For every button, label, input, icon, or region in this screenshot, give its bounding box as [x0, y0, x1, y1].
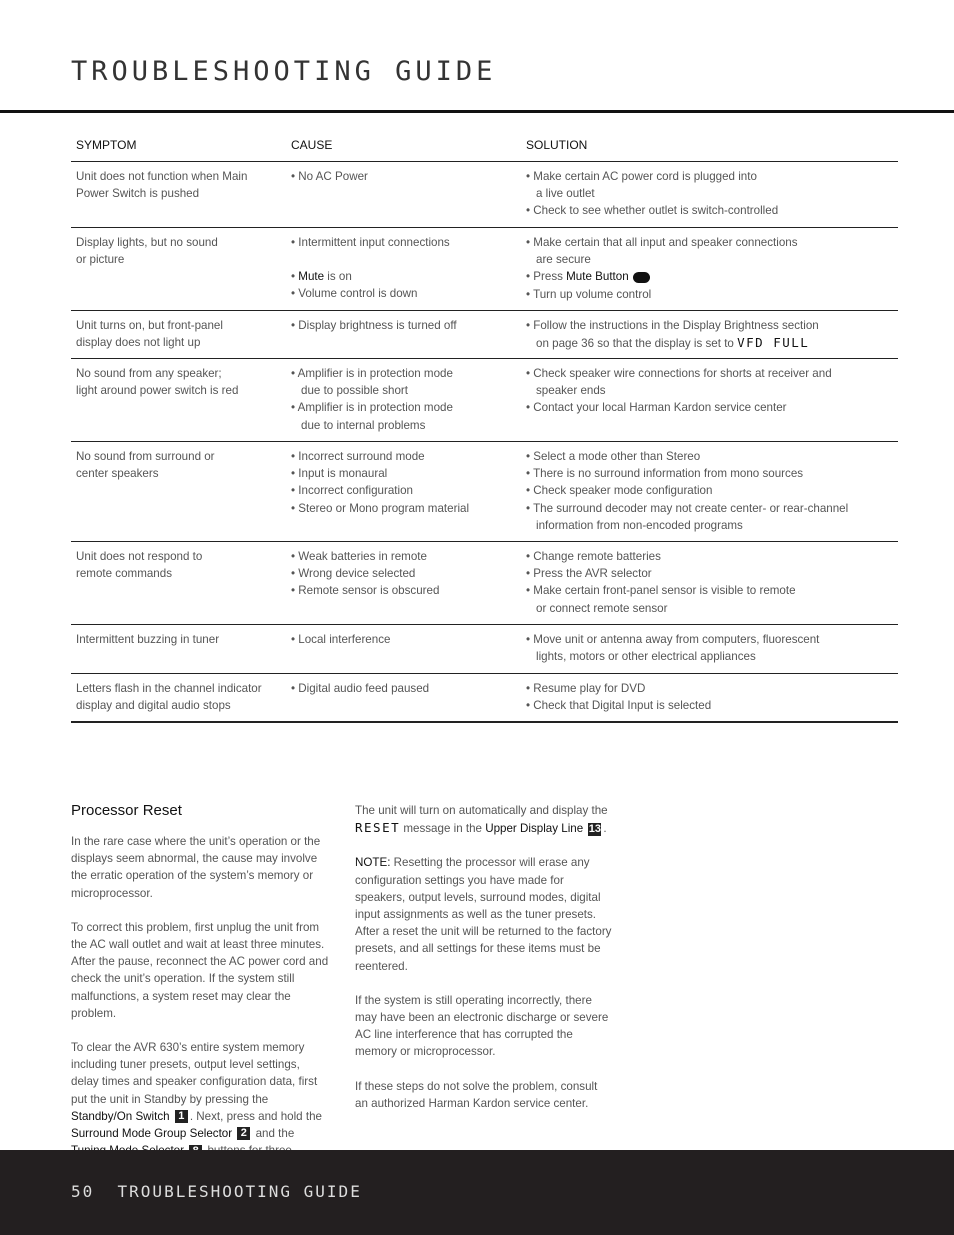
mute-label: Mute	[298, 270, 325, 284]
table-row	[71, 625, 898, 674]
symptom-cell: Unit does not respond to remote commands	[76, 550, 203, 581]
solution-cell: • Make certain AC power cord is plugged into a live outlet • Check to see whether outlet is switch-controlled	[526, 168, 898, 227]
paragraph: To clear the AVR 630’s entire system memory including tuner presets, output level settings, delay times and speaker configuration data, first put the unit in Standby by pressing the Standby/On Switch 1 . Next, press and hold the Surround Mode Group Selector 2 and the	[71, 1039, 329, 1177]
right-column	[355, 802, 613, 1129]
page-number: 50	[71, 1182, 95, 1201]
solution-cell: • Change remote batteries • Press the AVR selector • Make certain front-panel sensor is visible to remote or connect remote sensor	[526, 548, 898, 624]
solution-cell: • Check speaker wire connections for shorts at receiver and speaker ends • Contact your local Harman Kardon service center	[526, 365, 898, 441]
surround-selector-label: Surround Mode Group Selector	[71, 1127, 233, 1141]
symptom-cell: Unit does not function when Main Power Switch is pushed	[76, 170, 248, 201]
symptom-cell: No sound from surround or center speakers	[76, 450, 215, 481]
solution-cell: • Select a mode other than Stereo • There is no surround information from mono sources • Check speaker mode configuration • The surround decoder may not create center- or rear-channel information from non-encoded programs	[526, 448, 898, 541]
cause-cell: • Local interference	[291, 631, 526, 673]
callout-number: 1	[175, 1110, 188, 1123]
note-paragraph: NOTE: Resetting the processor will erase any configuration settings you have made for speakers, output levels, surround modes, digital input assignments as well as the tuner presets. After a reset the unit will be returned to the factory presets, and all settings for these items must be reentered.	[355, 856, 612, 973]
table-row	[71, 674, 898, 723]
header-solution: SOLUTION	[526, 138, 588, 152]
standby-switch-label: Standby/On Switch	[71, 1109, 170, 1123]
cause-cell: • Amplifier is in protection mode due to possible short • Amplifier is in protection mode due to internal problems	[291, 365, 526, 441]
table-row	[71, 359, 898, 442]
cause-cell: • Weak batteries in remote • Wrong device selected • Remote sensor is obscured	[291, 548, 526, 624]
header-symptom: SYMPTOM	[76, 138, 137, 152]
footer-bar	[0, 1150, 954, 1235]
symptom-cell: Intermittent buzzing in tuner	[76, 633, 220, 646]
solution-cell: • Resume play for DVD • Check that Digital Input is selected	[526, 680, 898, 721]
table-row	[71, 311, 898, 359]
paragraph: If the system is still operating incorrectly, there may have been an electronic discharge or severe AC line interference that has corrupted the memory or microprocessor.	[355, 993, 609, 1059]
symptom-cell: Unit turns on, but front-panel display does not light up	[76, 319, 223, 350]
footer-text	[71, 1182, 362, 1201]
footer-section: TROUBLESHOOTING GUIDE	[117, 1182, 362, 1201]
mute-button-label: Mute Button	[566, 270, 629, 284]
mute-button-icon	[633, 272, 650, 283]
cause-cell: • Display brightness is turned off	[291, 317, 526, 358]
vfd-full-display: VFD FULL	[737, 335, 810, 351]
table-row	[71, 228, 898, 311]
cause-cell: • Intermittent input connections • Mute is on • Volume control is down	[291, 234, 526, 310]
cause-cell: • Incorrect surround mode • Input is monaural • Incorrect configuration • Stereo or Mono program material	[291, 448, 526, 541]
symptom-cell: Letters flash in the channel indicator display and digital audio stops	[76, 682, 262, 713]
header-cause: CAUSE	[291, 138, 333, 152]
cause-cell: • Digital audio feed paused	[291, 680, 526, 721]
title-rule	[0, 110, 954, 113]
table-header	[71, 130, 898, 162]
solution-cell: • Follow the instructions in the Display Brightness section on page 36 so that the display is set to VFD FULL	[526, 317, 898, 358]
section-title: Processor Reset	[71, 802, 182, 819]
callout-number: 2	[237, 1127, 250, 1140]
page-title: TROUBLESHOOTING GUIDE	[71, 56, 497, 87]
cause-cell: • No AC Power	[291, 168, 526, 227]
paragraph: The unit will turn on automatically and display the RESET message in the Upper Display Line 13 .	[355, 804, 608, 836]
symptom-cell: No sound from any speaker; light around power switch is red	[76, 367, 239, 398]
left-column	[71, 833, 329, 1194]
table-row	[71, 162, 898, 228]
paragraph: To correct this problem, first unplug the unit from the AC wall outlet and wait at least three minutes. After the pause, reconnect the AC power cord and check the unit’s operation. If the system still malfunctions, a system reset may clear the problem.	[71, 920, 329, 1020]
note-label: NOTE:	[355, 856, 391, 870]
troubleshooting-table	[71, 130, 898, 723]
upper-display-label: Upper Display Line	[485, 822, 584, 836]
table-row	[71, 542, 898, 625]
callout-number: 13	[588, 822, 602, 835]
symptom-cell: Display lights, but no sound or picture	[76, 236, 218, 267]
reset-display: RESET	[355, 820, 401, 836]
table-row	[71, 442, 898, 542]
solution-cell: • Move unit or antenna away from computers, fluorescent lights, motors or other electrical appliances	[526, 631, 898, 673]
solution-cell: • Make certain that all input and speaker connections are secure • Press Mute Button • Turn up volume control	[526, 234, 898, 310]
paragraph: If these steps do not solve the problem, consult an authorized Harman Kardon service center.	[355, 1079, 598, 1110]
paragraph: In the rare case where the unit’s operation or the displays seem abnormal, the cause may involve the erratic operation of the system’s memory or microprocessor.	[71, 835, 321, 900]
